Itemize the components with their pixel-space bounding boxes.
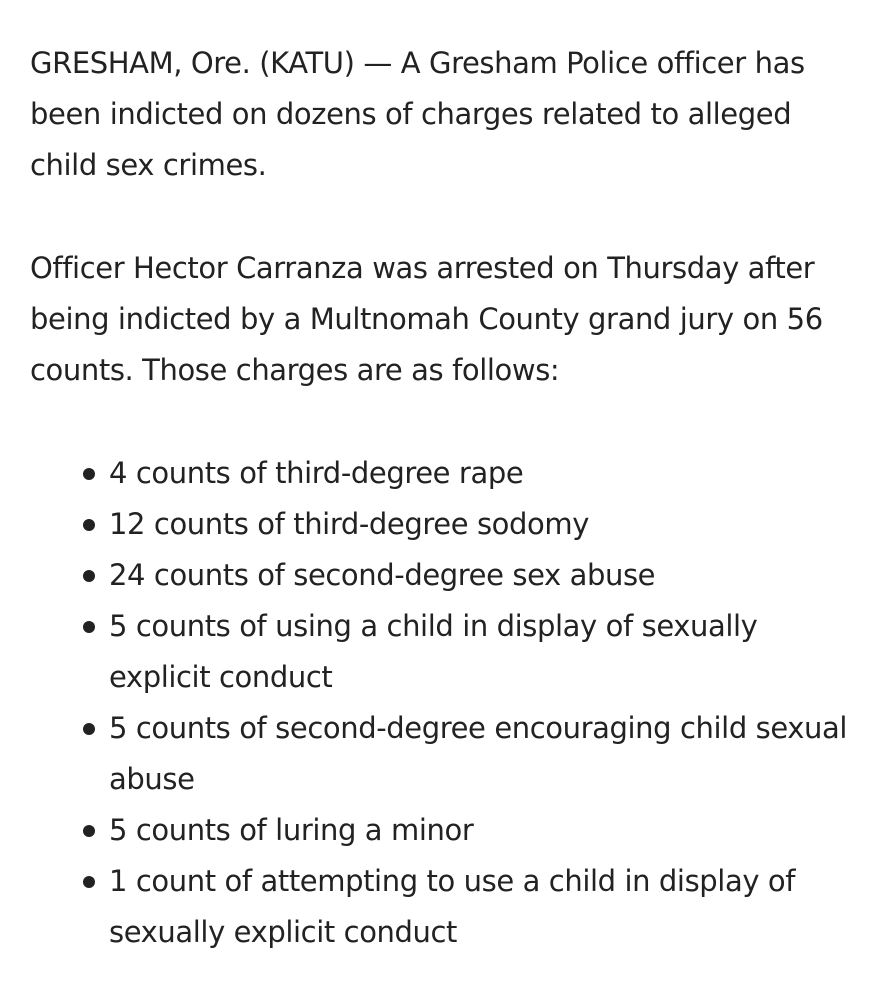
arrest-paragraph: Officer Hector Carranza was arrested on Thursday after being indicted by a Multnomah County grand jury on 56 counts. Those charges are as follows: xyxy=(30,251,823,387)
list-item: 12 counts of third-degree sodomy xyxy=(109,499,850,550)
list-item: 1 count of attempting to use a child in display of sexually explicit conduct xyxy=(109,856,850,958)
list-item: 4 counts of third-degree rape xyxy=(109,448,850,499)
list-item: 24 counts of second-degree sex abuse xyxy=(109,550,850,601)
list-item: 5 counts of using a child in display of sexually explicit conduct xyxy=(109,601,850,703)
lead-paragraph: GRESHAM, Ore. (KATU) — A Gresham Police officer has been indicted on dozens of charges related to alleged child sex crimes. xyxy=(30,46,805,182)
charges-list xyxy=(30,448,850,958)
list-item: 5 counts of second-degree encouraging child sexual abuse xyxy=(109,703,850,805)
list-item: 5 counts of luring a minor xyxy=(109,805,850,856)
